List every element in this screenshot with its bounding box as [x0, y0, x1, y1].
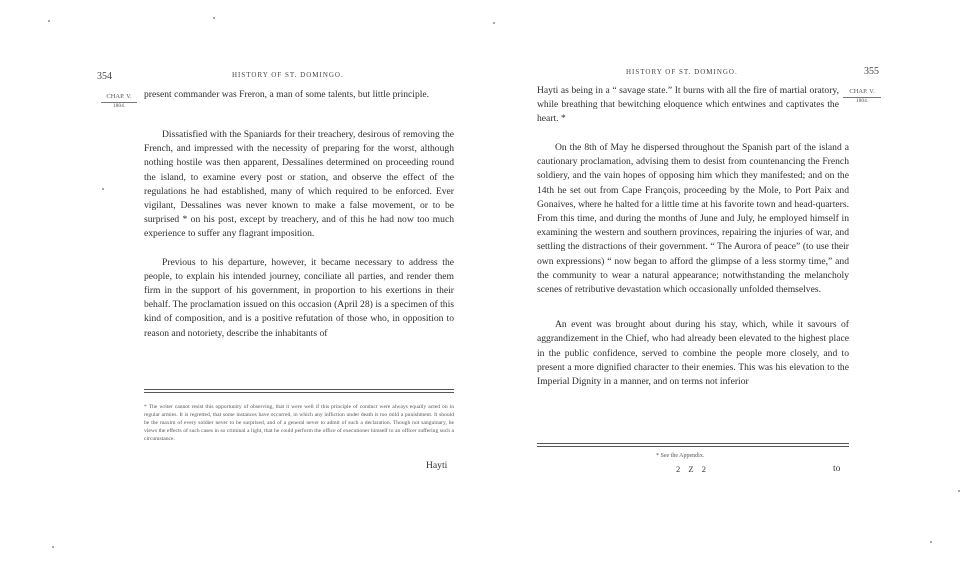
paragraph: An event was brought about during his stay, which, while it savours of aggrandizement in the Chief, who had already been elevated to the highest place in the public confidence, served to combine the people more closely, and to present a more dignified character to their enemies. This was his elevation to the Imperial Dignity in a manner, and on terms not inferior: [537, 319, 849, 388]
footnote-rule: [537, 443, 849, 447]
scan-speck: [930, 541, 932, 543]
paragraph: Previous to his departure, however, it became necessary to address the people, to explain his intended journey, conciliate all parties, and render them firm in the support of his government, in proportion to his exertions in their behalf. The proclamation issued on this occasion (April 28) is a specimen of this kind of composition, and is a positive refutation of those who, in opposition to reason and notoriety, describe the inhabitants of: [144, 256, 454, 339]
running-head: HISTORY OF ST. DOMINGO.: [626, 68, 738, 76]
signature-mark: 2 Z 2: [676, 464, 709, 474]
body-text: [537, 141, 849, 389]
intro-text: present commander was Freron, a man of some talents, but little principle.: [144, 89, 430, 100]
right-page: [490, 0, 980, 561]
margin-chapter: CHAP. V.: [843, 88, 881, 98]
scan-speck: [52, 546, 54, 548]
paragraph: Dissatisfied with the Spaniards for their treachery, desirous of removing the French, and impressed with the necessity of preparing for the worst, although nothing hostile was then apparent, Dessalines determined on proceeding round the island, to examine every post or station, and observe the effect of the regulations he had established, many of which required to be enforced. Ever vigilant, Dessalines was never known to make a false movement, or to be surprised * on his post, except by treachery, and of this he had now too much experience to suffer any flagrant imposition.: [144, 129, 454, 240]
catchword: Hayti: [426, 460, 448, 471]
catchword: to: [833, 463, 841, 474]
page-number: 354: [97, 71, 112, 82]
scan-speck: [493, 22, 495, 24]
body-text: [144, 128, 454, 341]
scan-speck: [213, 17, 215, 19]
intro-text: Hayti as being in a “ savage state.” It burns with all the fire of martial oratory, while breathing that bewitching eloquence which entwines and captivates the heart. *: [537, 85, 839, 125]
scan-speck: [48, 20, 50, 22]
margin-note: [101, 93, 137, 109]
scan-speck: [102, 188, 104, 190]
intro-lines: [144, 88, 454, 102]
margin-year: 1804.: [855, 97, 869, 104]
scan-speck: [958, 490, 960, 492]
paragraph: On the 8th of May he dispersed throughout the Spanish part of the island a cautionary proclamation, advising them to desist from countenancing the French soldiery, and the vain hopes of opposing him which they manifested; and on the 14th he set out from Cape François, proceeding by the Mole, to Port Paix and Gonaives, where he halted for a little time at his favorite town and head-quarters. From this time, and during the months of June and July, he employed himself in examining the western and southern provinces, repairing the injuries of war, and settling the distractions of their government. “ The Aurora of peace” (to use their own expressions) “ now began to afford the glimpse of a less stormy time,” and the community to wear a natural appearance; notwithstanding the melancholy scenes of retributive devastation which occasionally unfolded themselves.: [537, 142, 849, 296]
footnote: * The writer cannot resist this opportunity of observing, that it were well if this principle of conduct were always equally acted on in regular armies. It is regretted, that some instances have occurred, in which any infliction under death is too mild a punishment. It should be the maxim of every soldier never to be surprised, and of a general never to admit of such a declaration. Though not sanguinary, he views the effects of such cases in so criminal a light, that he could perform the office of executioner himself to an officer suffering such a circumstance.: [144, 404, 454, 442]
footnote: * See the Appendix.: [656, 453, 705, 459]
margin-chapter: CHAP. V.: [101, 93, 137, 103]
margin-year: 1804.: [112, 102, 126, 109]
margin-note: [843, 88, 881, 104]
intro-lines: [537, 84, 839, 127]
page-number: 355: [864, 66, 879, 77]
footnote-rule: [144, 389, 454, 393]
running-head: HISTORY OF ST. DOMINGO.: [232, 71, 344, 79]
